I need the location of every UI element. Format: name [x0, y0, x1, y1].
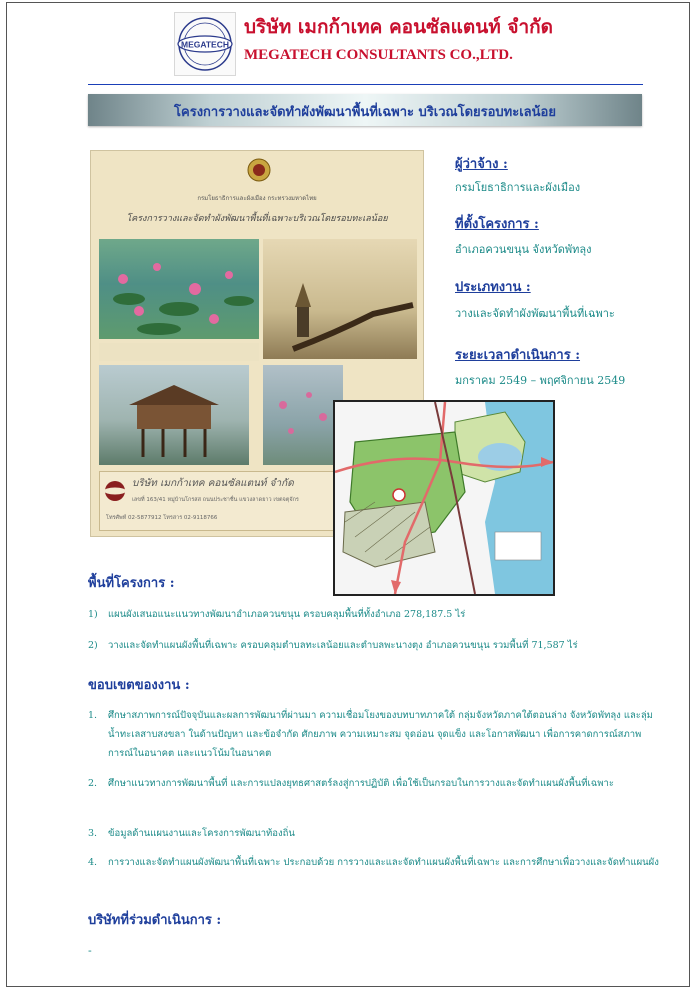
- stilt-house-photo: [99, 365, 249, 465]
- list-item-text: ศึกษาสภาพการณ์ปัจจุบันและผลการพัฒนาที่ผ่านมา ความเชื่อมโยงของบทบาทภาคใต้ กลุ่มจังหวัดภาคใต้ตอนล่าง จังหวัดพัทลุง และลุ่มน้ำทะเลสาบสงขลา ในด้านปัญหา และข้อจำกัด ศักยภาพ ความเหมาะสม จุดอ่อน จุดแข็ง และโอกาสพัฒนา เพื่อการคาดการณ์สภาพการณ์ในอนาคต และแนวโน้มในอนาคต: [108, 710, 653, 759]
- work-type-value: วางและจัดทำผังพัฒนาพื้นที่เฉพาะ: [455, 307, 615, 320]
- list-item-text: ข้อมูลด้านแผนงานและโครงการพัฒนาท้องถิ่น: [108, 828, 295, 839]
- list-item-text: การวางและจัดทำแผนผังพัฒนาพื้นที่เฉพาะ ประกอบด้วย การวางและและจัดทำแผนผังพื้นที่เฉพาะ และการศึกษาเพื่อวางและจัดทำแผนผัง: [108, 857, 659, 868]
- list-item-number: 4.: [88, 857, 98, 868]
- period-value: มกราคม 2549 – พฤศจิกายน 2549: [455, 374, 626, 387]
- list-item: [88, 853, 663, 893]
- brochure-phone: โทรศัพท์ 02-5877912 โทรสาร 02-9118766: [106, 515, 218, 521]
- work-type-label: ประเภทงาน :: [455, 280, 531, 295]
- location-label: ที่ตั้งโครงการ :: [455, 217, 539, 232]
- location-value: อำเภอควนขนุน จังหวัดพัทลุง: [455, 243, 592, 256]
- project-title: โครงการวางและจัดทำผังพัฒนาพื้นที่เฉพาะ บริเวณโดยรอบทะเลน้อย: [174, 105, 556, 120]
- brochure-ministry: กรมโยธาธิการและผังเมือง กระทรวงมหาดไทย: [197, 195, 317, 202]
- list-item-text: ศึกษาแนวทางการพัฒนาพื้นที่ และการแปลงยุทธศาสตร์ลงสู่การปฏิบัติ เพื่อใช้เป็นกรอบในการวางและจัดทำแผนผังพื้นที่เฉพาะ: [108, 778, 614, 789]
- partners-heading: บริษัทที่ร่วมดำเนินการ :: [88, 913, 222, 928]
- list-item-number: 3.: [88, 828, 98, 839]
- brochure-title: โครงการวางและจัดทำผังพัฒนาพื้นที่เฉพาะบริเวณโดยรอบทะเลน้อย: [126, 214, 388, 224]
- header-divider: [88, 84, 643, 85]
- ministry-emblem-icon: [246, 155, 272, 185]
- list-item-number: 2.: [88, 778, 98, 789]
- project-area-map: [333, 400, 555, 596]
- brochure-company: บริษัท เมกก้าเทค คอนซัลแตนท์ จำกัด: [132, 478, 294, 489]
- lotus-photo: [99, 239, 259, 339]
- list-item: [88, 605, 663, 625]
- period-label: ระยะเวลาดำเนินการ :: [455, 348, 581, 363]
- lake-photo: [263, 365, 343, 465]
- company-name-thai: บริษัท เมกก้าเทค คอนซัลแตนท์ จำกัด: [244, 16, 553, 38]
- list-item: [88, 774, 663, 814]
- list-item: [88, 824, 663, 844]
- list-item-number: 1): [88, 609, 98, 620]
- list-item: [88, 706, 663, 766]
- fisherman-photo: [263, 239, 417, 359]
- company-name-english: MEGATECH CONSULTANTS CO.,LTD.: [244, 47, 513, 63]
- list-item-text: วางและจัดทำแผนผังพื้นที่เฉพาะ ครอบคลุมตำบลทะเลน้อยและตำบลพะนางตุง อำเภอควนขนุน รวมพื้นที่ 71,587 ไร่: [108, 640, 578, 651]
- list-item-number: 1.: [88, 710, 98, 721]
- brochure-address: เลขที่ 163/41 หมู่บ้านโกรสส ถนนประชาชื่น แขวงลาดยาว เขตจตุจักร: [132, 497, 299, 503]
- project-title-banner: [88, 94, 642, 126]
- client-value: กรมโยธาธิการและผังเมือง: [455, 181, 581, 194]
- partners-value: -: [88, 944, 92, 957]
- brochure-logo-icon: [104, 480, 126, 502]
- project-area-heading: พื้นที่โครงการ :: [88, 576, 175, 591]
- client-label: ผู้ว่าจ้าง :: [455, 157, 508, 172]
- scope-heading: ขอบเขตของงาน :: [88, 678, 190, 693]
- list-item-text: แผนผังเสนอแนะแนวทางพัฒนาอำเภอควนขนุน ครอบคลุมพื้นที่ทั้งอำเภอ 278,187.5 ไร่: [108, 609, 466, 620]
- photo-caption-strip: [99, 343, 259, 361]
- list-item-number: 2): [88, 640, 98, 651]
- megatech-logo: [174, 12, 236, 76]
- logo-text: MEGATECH: [180, 39, 230, 50]
- list-item: [88, 636, 663, 656]
